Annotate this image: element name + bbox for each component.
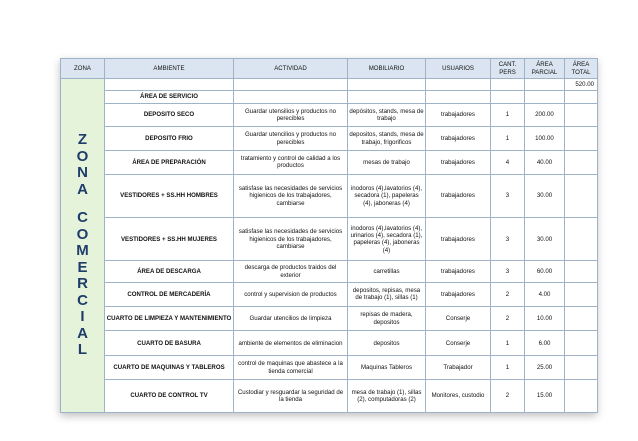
usuarios-cell: trabajadores bbox=[426, 283, 491, 307]
empty-cell bbox=[348, 91, 426, 103]
mobiliario-cell: mesa de trabajo (1), sillas (2), computadoras (2) bbox=[348, 379, 426, 412]
actividad-cell: satisfase las necesidades de servicios higienicos de los trabajadores, cambiarse bbox=[234, 174, 348, 217]
cant-pers-cell: 1 bbox=[491, 103, 525, 127]
header-row bbox=[61, 59, 598, 79]
actividad-cell: control y supervision de productos bbox=[234, 283, 348, 307]
mobiliario-cell: depositos bbox=[348, 331, 426, 356]
ambiente-cell: ÁREA DE PREPARACIÓN bbox=[105, 151, 234, 175]
zona-letter: M bbox=[76, 242, 89, 260]
area-total-cell bbox=[565, 261, 598, 283]
area-parcial-cell: 25.00 bbox=[525, 356, 565, 380]
mobiliario-cell: depositos, repisas, mesa de trabajo (1), sillas (1) bbox=[348, 283, 426, 307]
table-row bbox=[61, 127, 598, 151]
zona-letter: O bbox=[76, 147, 89, 165]
zona-letter: R bbox=[77, 275, 88, 293]
actividad-cell: Guardar utencilios y productos no perecibles bbox=[234, 127, 348, 151]
mobiliario-cell: inodoros (4),lavatorios (4), urinarios (4), secadora (1), papeleras (4), jaboneras (4) bbox=[348, 218, 426, 261]
area-parcial-cell: 15.00 bbox=[525, 379, 565, 412]
header-area-total: ÁREA TOTAL bbox=[565, 59, 598, 79]
area-parcial-cell: 100.00 bbox=[525, 127, 565, 151]
empty-cell bbox=[491, 91, 525, 103]
header-cant-pers: CANT. PERS bbox=[491, 59, 525, 79]
area-parcial-cell: 30.00 bbox=[525, 174, 565, 217]
mobiliario-cell: inodoros (4),lavatorios (4), secadora (1), papeleras (4), jaboneras (4) bbox=[348, 174, 426, 217]
mobiliario-cell: mesas de trabajo bbox=[348, 151, 426, 175]
empty-cell bbox=[565, 91, 598, 103]
usuarios-cell: trabajadores bbox=[426, 151, 491, 175]
area-parcial-cell: 30.00 bbox=[525, 218, 565, 261]
zona-letter: E bbox=[77, 258, 88, 276]
zona-letter: L bbox=[77, 341, 88, 359]
area-parcial-cell: 40.00 bbox=[525, 151, 565, 175]
zona-letter: N bbox=[77, 164, 88, 182]
cant-pers-cell: 1 bbox=[491, 127, 525, 151]
actividad-cell: Guardar utensilios y productos no perecibles bbox=[234, 103, 348, 127]
ambiente-cell: DEPOSITO FRIO bbox=[105, 127, 234, 151]
area-total-cell bbox=[565, 283, 598, 307]
area-servicio-row bbox=[61, 91, 598, 103]
ambiente-cell: CUARTO DE MAQUINAS Y TABLEROS bbox=[105, 356, 234, 380]
cant-pers-cell: 3 bbox=[491, 174, 525, 217]
usuarios-cell: Conserje bbox=[426, 306, 491, 331]
table-row bbox=[61, 103, 598, 127]
ambiente-cell: ÁREA DE DESCARGA bbox=[105, 261, 234, 283]
mobiliario-cell: depositos, stands, mesa de trabajo, frigorificos bbox=[348, 127, 426, 151]
area-total-cell bbox=[565, 379, 598, 412]
area-total-value: 520.00 bbox=[565, 79, 598, 91]
area-total-cell bbox=[565, 356, 598, 380]
actividad-cell: descarga de productos traidos del exterior bbox=[234, 261, 348, 283]
header-area-parcial: ÁREA PARCIAL bbox=[525, 59, 565, 79]
actividad-cell: Custodiar y resguardar la seguridad de la tienda bbox=[234, 379, 348, 412]
area-parcial-cell: 4.00 bbox=[525, 283, 565, 307]
usuarios-cell: trabajadores bbox=[426, 261, 491, 283]
zona-letter: Z bbox=[77, 131, 88, 149]
ambiente-cell: CONTROL DE MERCADERÍA bbox=[105, 283, 234, 307]
empty-cell bbox=[491, 79, 525, 91]
program-table bbox=[60, 58, 598, 413]
table-body bbox=[61, 79, 598, 413]
area-servicio-total-row bbox=[61, 79, 598, 91]
area-total-cell bbox=[565, 331, 598, 356]
area-parcial-cell: 10.00 bbox=[525, 306, 565, 331]
zona-letter: C bbox=[77, 291, 88, 309]
usuarios-cell: trabajadores bbox=[426, 218, 491, 261]
empty-cell bbox=[525, 91, 565, 103]
empty-cell bbox=[105, 79, 234, 91]
cant-pers-cell: 3 bbox=[491, 261, 525, 283]
table-row bbox=[61, 283, 598, 307]
area-total-cell bbox=[565, 306, 598, 331]
area-total-cell bbox=[565, 103, 598, 127]
area-parcial-cell: 60.00 bbox=[525, 261, 565, 283]
table-row bbox=[61, 379, 598, 412]
actividad-cell: tratamiento y control de calidad a los productos bbox=[234, 151, 348, 175]
table-row bbox=[61, 174, 598, 217]
header-ambiente: AMBIENTE bbox=[105, 59, 234, 79]
cant-pers-cell: 1 bbox=[491, 331, 525, 356]
table-row bbox=[61, 306, 598, 331]
actividad-cell: ambiente de elementos de eliminacion bbox=[234, 331, 348, 356]
ambiente-cell: VESTIDORES + SS.HH MUJERES bbox=[105, 218, 234, 261]
cant-pers-cell: 3 bbox=[491, 218, 525, 261]
mobiliario-cell: Maquinas Tableros bbox=[348, 356, 426, 380]
empty-cell bbox=[234, 79, 348, 91]
ambiente-cell: CUARTO DE LIMPIEZA Y MANTENIMIENTO bbox=[105, 306, 234, 331]
actividad-cell: Guardar utencilios de limpieza bbox=[234, 306, 348, 331]
mobiliario-cell: repisas de madera, depositos bbox=[348, 306, 426, 331]
cant-pers-cell: 4 bbox=[491, 151, 525, 175]
usuarios-cell: trabajadores bbox=[426, 174, 491, 217]
cant-pers-cell: 2 bbox=[491, 306, 525, 331]
empty-cell bbox=[348, 79, 426, 91]
program-table-sheet bbox=[60, 58, 597, 413]
ambiente-cell: VESTIDORES + SS.HH HOMBRES bbox=[105, 174, 234, 217]
actividad-cell: control de maquinas que abastece a la tienda comercial bbox=[234, 356, 348, 380]
ambiente-cell: CUARTO DE CONTROL TV bbox=[105, 379, 234, 412]
cant-pers-cell: 2 bbox=[491, 283, 525, 307]
area-total-cell bbox=[565, 218, 598, 261]
empty-cell bbox=[426, 91, 491, 103]
usuarios-cell: Conserje bbox=[426, 331, 491, 356]
area-servicio-label: ÁREA DE SERVICIO bbox=[105, 91, 234, 103]
zona-letter: A bbox=[77, 180, 88, 198]
usuarios-cell: trabajadores bbox=[426, 127, 491, 151]
table-row bbox=[61, 218, 598, 261]
table-row bbox=[61, 331, 598, 356]
area-total-cell bbox=[565, 174, 598, 217]
area-total-cell bbox=[565, 127, 598, 151]
area-parcial-cell: 200.00 bbox=[525, 103, 565, 127]
zona-cell bbox=[61, 79, 105, 413]
usuarios-cell: Trabajador bbox=[426, 356, 491, 380]
header-usuarios: USUARIOS bbox=[426, 59, 491, 79]
ambiente-cell: DEPOSITO SECO bbox=[105, 103, 234, 127]
actividad-cell: satisfase las necesidades de servicios higienicos de los trabajadores, cambiarse bbox=[234, 218, 348, 261]
header-zona: ZONA bbox=[61, 59, 105, 79]
ambiente-cell: CUARTO DE BASURA bbox=[105, 331, 234, 356]
usuarios-cell: trabajadores bbox=[426, 103, 491, 127]
empty-cell bbox=[426, 79, 491, 91]
area-parcial-cell: 6.00 bbox=[525, 331, 565, 356]
cant-pers-cell: 1 bbox=[491, 356, 525, 380]
header-mobiliario: MOBILIARIO bbox=[348, 59, 426, 79]
zona-letter: O bbox=[76, 225, 89, 243]
empty-cell bbox=[525, 79, 565, 91]
zona-letter: I bbox=[80, 308, 85, 326]
area-total-cell bbox=[565, 151, 598, 175]
table-row bbox=[61, 151, 598, 175]
table-row bbox=[61, 356, 598, 380]
zona-letter: C bbox=[77, 209, 88, 227]
header-actividad: ACTIVIDAD bbox=[234, 59, 348, 79]
mobiliario-cell: carretillas bbox=[348, 261, 426, 283]
cant-pers-cell: 2 bbox=[491, 379, 525, 412]
table-row bbox=[61, 261, 598, 283]
empty-cell bbox=[234, 91, 348, 103]
usuarios-cell: Monitores, custodio bbox=[426, 379, 491, 412]
zona-label bbox=[61, 132, 104, 359]
mobiliario-cell: depósitos, stands, mesa de trabajo bbox=[348, 103, 426, 127]
zona-letter: A bbox=[77, 324, 88, 342]
